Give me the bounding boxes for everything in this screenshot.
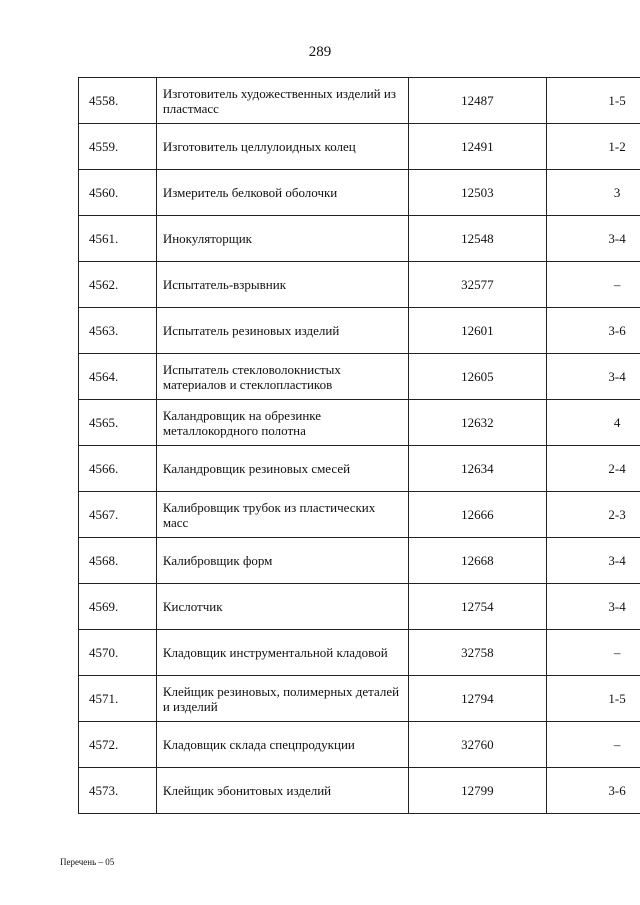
- table-row: [79, 124, 640, 170]
- row-number: 4572.: [79, 722, 157, 768]
- table-row: [79, 262, 640, 308]
- grade-range: –: [547, 630, 640, 676]
- row-number: 4560.: [79, 170, 157, 216]
- table-row: [79, 630, 640, 676]
- profession-name: Испытатель стекловолокнистых материалов и стеклопластиков: [156, 354, 408, 400]
- row-number: 4562.: [79, 262, 157, 308]
- grade-range: 1-5: [547, 78, 640, 124]
- row-number: 4567.: [79, 492, 157, 538]
- profession-code: 12548: [408, 216, 547, 262]
- table-row: [79, 584, 640, 630]
- profession-code: 12794: [408, 676, 547, 722]
- profession-name: Кислотчик: [156, 584, 408, 630]
- row-number: 4563.: [79, 308, 157, 354]
- profession-name: Измеритель белковой оболочки: [156, 170, 408, 216]
- row-number: 4568.: [79, 538, 157, 584]
- table-row: [79, 722, 640, 768]
- profession-code: 12601: [408, 308, 547, 354]
- grade-range: –: [547, 262, 640, 308]
- profession-code: 12632: [408, 400, 547, 446]
- profession-code: 32760: [408, 722, 547, 768]
- profession-code: 12487: [408, 78, 547, 124]
- profession-code: 12491: [408, 124, 547, 170]
- profession-name: Клейщик эбонитовых изделий: [156, 768, 408, 814]
- profession-code: 12605: [408, 354, 547, 400]
- profession-code: 12754: [408, 584, 547, 630]
- table-row: [79, 492, 640, 538]
- grade-range: 3-4: [547, 216, 640, 262]
- profession-name: Изготовитель целлулоидных колец: [156, 124, 408, 170]
- profession-name: Каландровщик на обрезинке металлокордного полотна: [156, 400, 408, 446]
- table-row: [79, 446, 640, 492]
- row-number: 4565.: [79, 400, 157, 446]
- table-row: [79, 768, 640, 814]
- profession-name: Кладовщик инструментальной кладовой: [156, 630, 408, 676]
- grade-range: 2-4: [547, 446, 640, 492]
- grade-range: 4: [547, 400, 640, 446]
- table-row: [79, 216, 640, 262]
- profession-name: Калибровщик форм: [156, 538, 408, 584]
- table-row: [79, 538, 640, 584]
- grade-range: 1-5: [547, 676, 640, 722]
- grade-range: –: [547, 722, 640, 768]
- row-number: 4559.: [79, 124, 157, 170]
- row-number: 4561.: [79, 216, 157, 262]
- grade-range: 2-3: [547, 492, 640, 538]
- profession-name: Изготовитель художественных изделий из пластмасс: [156, 78, 408, 124]
- grade-range: 3-4: [547, 584, 640, 630]
- row-number: 4558.: [79, 78, 157, 124]
- table-row: [79, 170, 640, 216]
- profession-code: 12634: [408, 446, 547, 492]
- profession-code: 12666: [408, 492, 547, 538]
- profession-code: 12503: [408, 170, 547, 216]
- grade-range: 1-2: [547, 124, 640, 170]
- profession-code: 12799: [408, 768, 547, 814]
- grade-range: 3-6: [547, 308, 640, 354]
- profession-name: Кладовщик склада спецпродукции: [156, 722, 408, 768]
- profession-name: Испытатель резиновых изделий: [156, 308, 408, 354]
- profession-name: Клейщик резиновых, полимерных деталей и изделий: [156, 676, 408, 722]
- table-row: [79, 308, 640, 354]
- grade-range: 3-6: [547, 768, 640, 814]
- row-number: 4566.: [79, 446, 157, 492]
- page-number: 289: [308, 44, 332, 60]
- table-row: [79, 676, 640, 722]
- professions-table: [78, 77, 640, 814]
- grade-range: 3-4: [547, 538, 640, 584]
- row-number: 4569.: [79, 584, 157, 630]
- table-row: [79, 78, 640, 124]
- table-row: [79, 354, 640, 400]
- footer-note: Перечень – 05: [60, 857, 115, 867]
- profession-code: 32577: [408, 262, 547, 308]
- table-row: [79, 400, 640, 446]
- table-body: [79, 78, 640, 814]
- row-number: 4571.: [79, 676, 157, 722]
- profession-name: Калибровщик трубок из пластических масс: [156, 492, 408, 538]
- grade-range: 3: [547, 170, 640, 216]
- row-number: 4570.: [79, 630, 157, 676]
- profession-code: 32758: [408, 630, 547, 676]
- profession-code: 12668: [408, 538, 547, 584]
- row-number: 4573.: [79, 768, 157, 814]
- grade-range: 3-4: [547, 354, 640, 400]
- row-number: 4564.: [79, 354, 157, 400]
- profession-name: Инокуляторщик: [156, 216, 408, 262]
- profession-name: Испытатель-взрывник: [156, 262, 408, 308]
- profession-name: Каландровщик резиновых смесей: [156, 446, 408, 492]
